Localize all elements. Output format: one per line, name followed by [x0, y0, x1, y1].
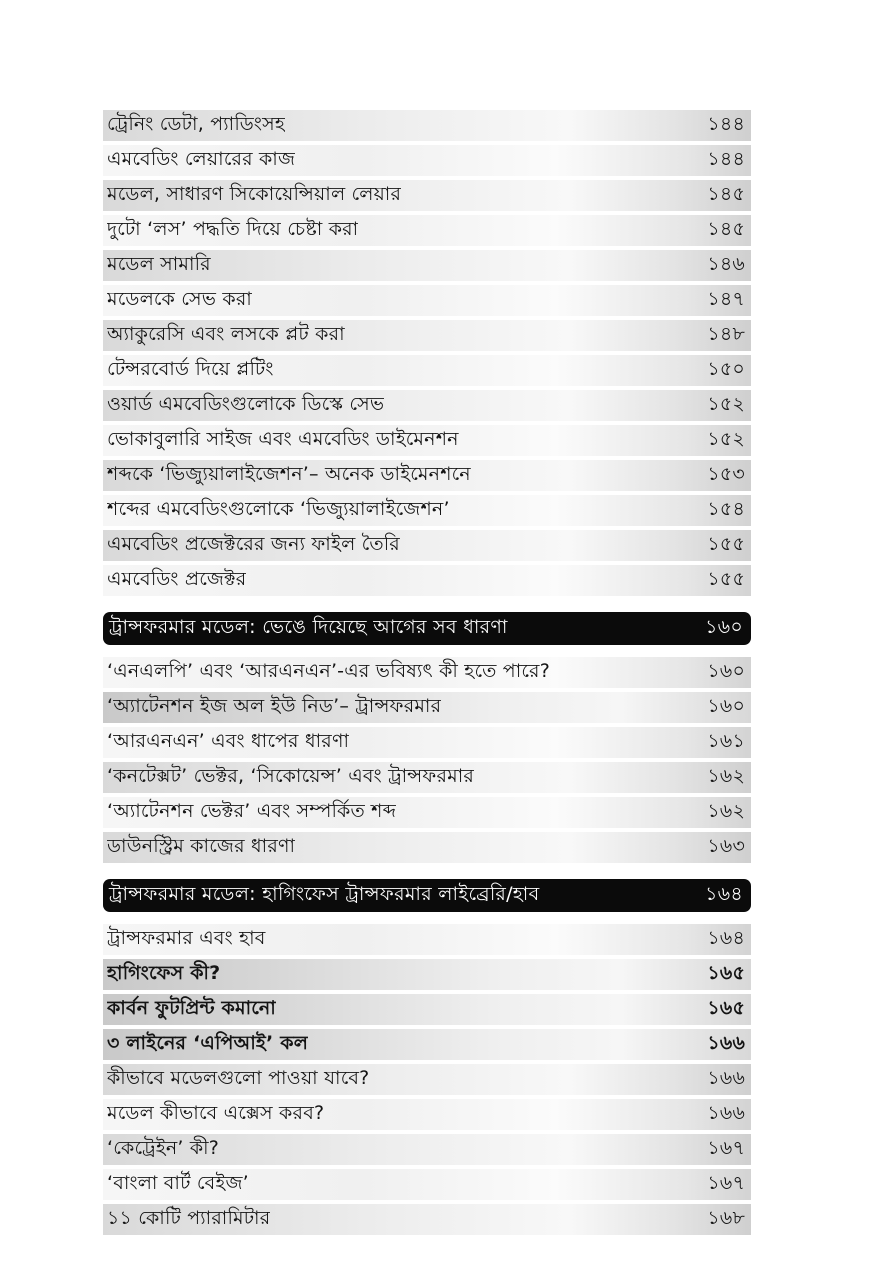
entry-page: ১৬৪ [707, 926, 745, 949]
entry-title: ‘কনটেক্সট’ ভেক্টর, ‘সিকোয়েন্স’ এবং ট্রান্সফরমার [107, 764, 475, 787]
entry-title: দুটো ‘লস’ পদ্ধতি দিয়ে চেষ্টা করা [107, 217, 359, 240]
entry-title: ‘অ্যাটেনশন ভেক্টর’ এবং সম্পর্কিত শব্দ [107, 799, 397, 822]
entry-page: ১৪৫ [707, 217, 745, 240]
toc-entry [103, 1204, 751, 1235]
entry-title: এমবেডিং লেয়ারের কাজ [107, 147, 296, 170]
entry-page: ১৬২ [707, 764, 745, 787]
entry-page: ১৫২ [707, 392, 745, 415]
entry-title: মডেলকে সেভ করা [107, 287, 253, 310]
entry-title: ‘আরএনএন’ এবং ধাপের ধারণা [107, 729, 350, 752]
entry-title: মডেল, সাধারণ সিকোয়েন্সিয়াল লেয়ার [107, 182, 402, 205]
entry-page: ১৫০ [707, 357, 745, 380]
toc-entry [103, 145, 751, 176]
entry-title: হাগিংফেস কী? [107, 961, 221, 984]
toc-entry [103, 1134, 751, 1165]
toc-entry [103, 657, 751, 688]
toc-entry [103, 390, 751, 421]
entry-title: এমবেডিং প্রজেক্টরের জন্য ফাইল তৈরি [107, 532, 400, 555]
entry-title: শব্দের এমবেডিংগুলোকে ‘ভিজ্যুয়ালাইজেশন’ [107, 497, 450, 520]
entry-page: ১৫৪ [707, 497, 745, 520]
entry-page: ১৬৭ [707, 1171, 745, 1194]
entry-page: ১৪৫ [707, 182, 745, 205]
entry-title: এমবেডিং প্রজেক্টর [107, 567, 247, 590]
toc-entry [103, 250, 751, 281]
toc-entry [103, 180, 751, 211]
entry-title: ‘অ্যাটেনশন ইজ অল ইউ নিড’– ট্রান্সফরমার [107, 694, 442, 717]
entry-title: ওয়ার্ড এমবেডিংগুলোকে ডিস্কে সেভ [107, 392, 385, 415]
entry-page: ১৬০ [707, 694, 745, 717]
entry-page: ১৫২ [707, 427, 745, 450]
toc-entry [103, 1099, 751, 1130]
toc-entry [103, 1029, 751, 1060]
toc-entry [103, 215, 751, 246]
chapter-heading [103, 612, 751, 645]
entry-title: ভোকাবুলারি সাইজ এবং এমবেডিং ডাইমেনশন [107, 427, 459, 450]
entry-title: ‘এনএলপি’ এবং ‘আরএনএন’-এর ভবিষ্যৎ কী হতে পারে? [107, 659, 550, 682]
toc-entry [103, 1064, 751, 1095]
entry-page: ১৫৫ [707, 532, 745, 555]
toc-entry [103, 797, 751, 828]
entry-page: ১৫৫ [707, 567, 745, 590]
entry-page: ১৬১ [707, 729, 745, 752]
toc-entry [103, 959, 751, 990]
toc-entry [103, 285, 751, 316]
toc-entry [103, 762, 751, 793]
chapter-title: ট্রান্সফরমার মডেল: ভেঙে দিয়েছে আগের সব ধারণা [109, 615, 508, 638]
toc-entry [103, 460, 751, 491]
toc-entry [103, 832, 751, 863]
chapter-page: ১৬৪ [705, 882, 743, 905]
toc-entry [103, 994, 751, 1025]
entry-title: ট্রান্সফরমার এবং হাব [107, 926, 266, 949]
chapter-heading [103, 879, 751, 912]
entry-title: ‘বাংলা বার্ট বেইজ’ [107, 1171, 249, 1194]
entry-page: ১৬২ [707, 799, 745, 822]
chapter-page: ১৬০ [705, 615, 743, 638]
entry-title: মডেল কীভাবে এক্সেস করব? [107, 1101, 325, 1124]
entry-page: ১৪৭ [707, 287, 745, 310]
entry-page: ১৬৫ [707, 996, 745, 1019]
entry-title: কার্বন ফুটপ্রিন্ট কমানো [107, 996, 276, 1019]
entry-title: অ্যাকুরেসি এবং লসকে প্লট করা [107, 322, 345, 345]
entry-page: ১৬৫ [707, 961, 745, 984]
entry-page: ১৪৬ [707, 252, 745, 275]
toc-entry [103, 495, 751, 526]
entry-page: ১৬৬ [707, 1031, 745, 1054]
entry-page: ১৪৪ [707, 112, 745, 135]
entry-page: ১৪৮ [707, 322, 745, 345]
entry-page: ১৫৩ [707, 462, 745, 485]
entry-title: ১১ কোটি প্যারামিটার [107, 1206, 271, 1229]
entry-title: ‘কেট্রেইন’ কী? [107, 1136, 220, 1159]
entry-title: কীভাবে মডেলগুলো পাওয়া যাবে? [107, 1066, 370, 1089]
toc-entry [103, 530, 751, 561]
entry-page: ১৬৩ [707, 834, 745, 857]
table-of-contents [103, 110, 751, 1239]
chapter-title: ট্রান্সফরমার মডেল: হাগিংফেস ট্রান্সফরমার লাইব্রেরি/হাব [109, 882, 540, 905]
entry-page: ১৬৬ [707, 1101, 745, 1124]
entry-title: শব্দকে ‘ভিজ্যুয়ালাইজেশন’– অনেক ডাইমেনশনে [107, 462, 471, 485]
toc-entry [103, 425, 751, 456]
entry-page: ১৬৮ [707, 1206, 745, 1229]
toc-entry [103, 1169, 751, 1200]
entry-page: ১৬৭ [707, 1136, 745, 1159]
toc-entry [103, 565, 751, 596]
entry-title: ৩ লাইনের ‘এপিআই’ কল [107, 1031, 309, 1054]
toc-entry [103, 320, 751, 351]
toc-entry [103, 692, 751, 723]
entry-page: ১৬০ [707, 659, 745, 682]
toc-entry [103, 355, 751, 386]
entry-page: ১৬৬ [707, 1066, 745, 1089]
entry-title: টেন্সরবোর্ড দিয়ে প্লটিং [107, 357, 274, 380]
toc-entry [103, 924, 751, 955]
entry-title: মডেল সামারি [107, 252, 211, 275]
entry-title: ডাউনস্ট্রিম কাজের ধারণা [107, 834, 296, 857]
toc-entry [103, 727, 751, 758]
entry-title: ট্রেনিং ডেটা, প্যাডিংসহ [107, 112, 286, 135]
entry-page: ১৪৪ [707, 147, 745, 170]
toc-entry [103, 110, 751, 141]
